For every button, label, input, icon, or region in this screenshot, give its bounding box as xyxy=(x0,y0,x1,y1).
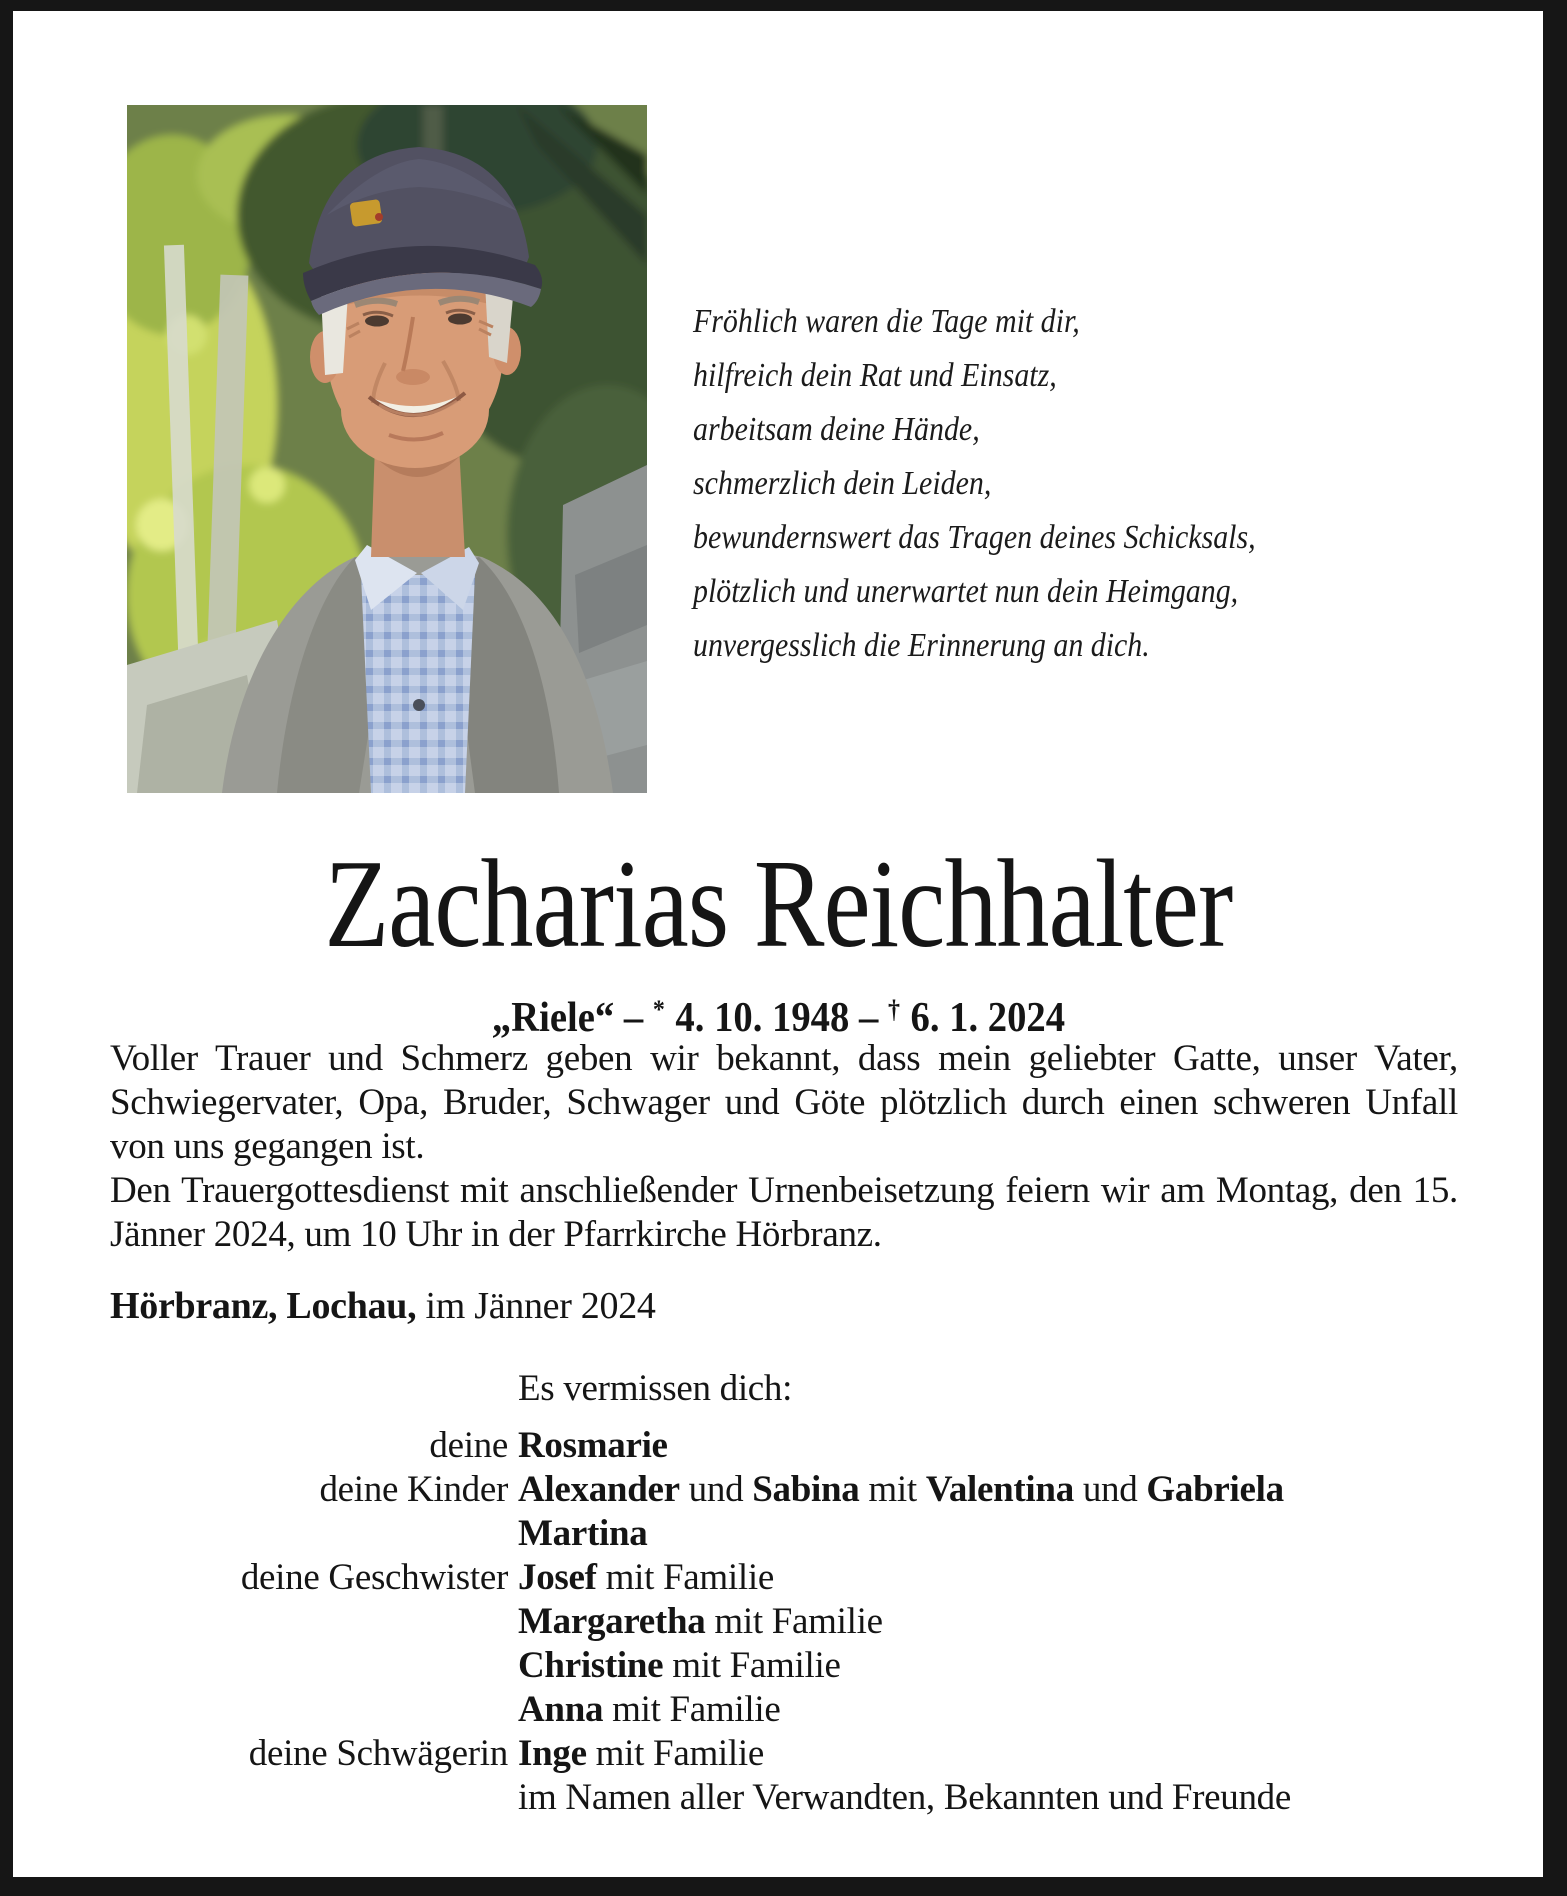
mourner-names: Josef mit Familie xyxy=(518,1557,774,1598)
mourner-relation xyxy=(110,1688,508,1732)
mourner-relation xyxy=(110,1644,508,1688)
mourner-row xyxy=(110,1556,1458,1600)
mourner-names: Inge mit Familie xyxy=(518,1733,764,1774)
mourner-row xyxy=(110,1776,1458,1820)
poem-line: plötzlich und unerwartet nun dein Heimgang, xyxy=(693,573,1239,610)
mourner-row xyxy=(110,1424,1458,1468)
mourner-row xyxy=(110,1644,1458,1688)
poem-line: arbeitsam deine Hände, xyxy=(693,411,980,448)
poem-line: hilfreich dein Rat und Einsatz, xyxy=(693,357,1057,394)
poem-line: bewundernswert das Tragen deines Schicksals, xyxy=(693,519,1256,556)
mourner-names: Martina xyxy=(518,1513,648,1554)
mourner-row xyxy=(110,1688,1458,1732)
mourner-names: Christine mit Familie xyxy=(518,1645,841,1686)
mourner-row xyxy=(110,1732,1458,1776)
mourner-names: Margaretha mit Familie xyxy=(518,1601,883,1642)
mourner-names: Alexander und Sabina mit Valentina und Gabriela xyxy=(518,1469,1284,1510)
deceased-name xyxy=(13,835,1543,974)
mourner-names: im Namen aller Verwandten, Bekannten und Freunde xyxy=(518,1777,1291,1818)
mourner-row xyxy=(110,1512,1458,1556)
portrait-photo-illustration xyxy=(127,105,647,793)
mourner-relation xyxy=(110,1512,508,1556)
mourner-relation: deine Geschwister xyxy=(240,1557,508,1598)
mourner-relation: deine Kinder xyxy=(319,1469,508,1510)
poem-line: Fröhlich waren die Tage mit dir, xyxy=(693,303,1080,340)
memorial-poem xyxy=(693,295,1256,673)
portrait-photo xyxy=(127,105,647,793)
place-date-line: Hörbranz, Lochau, im Jänner 2024 xyxy=(110,1285,656,1327)
mourner-relation xyxy=(110,1600,508,1644)
mourner-relation: deine Schwägerin xyxy=(248,1733,508,1774)
life-dates-line xyxy=(13,995,1543,1041)
closing-heading: Es vermissen dich: xyxy=(518,1368,793,1409)
deceased-name-text: Zacharias Reichhalter xyxy=(324,835,1232,974)
obituary-page xyxy=(13,11,1543,1877)
poem-line: unvergesslich die Erinnerung an dich. xyxy=(693,627,1150,664)
closing-heading-row xyxy=(110,1367,1458,1411)
life-dates-text: „Riele“ – * 4. 10. 1948 – † 6. 1. 2024 xyxy=(491,994,1065,1041)
closing-heading-spacer xyxy=(110,1367,508,1411)
mourner-names: Rosmarie xyxy=(518,1425,668,1466)
announcement-text xyxy=(110,1037,1458,1257)
announcement-paragraph-1: Voller Trauer und Schmerz geben wir bekannt, dass mein geliebter Gatte, unser Vater, Schwiegervater, Opa, Bruder, Schwager und Göte plötzlich durch einen schweren Unfall von uns gegangen ist. xyxy=(110,1038,1458,1167)
poem-line: schmerzlich dein Leiden, xyxy=(693,465,992,502)
gingham-shirt xyxy=(361,575,475,793)
mourner-relation xyxy=(110,1776,508,1820)
mourner-row xyxy=(110,1600,1458,1644)
mourner-names: Anna mit Familie xyxy=(518,1689,781,1730)
announcement-paragraph-2: Den Trauergottesdienst mit anschließender Urnenbeisetzung feiern wir am Montag, den 15. Jänner 2024, um 10 Uhr in der Pfarrkirche Hörbranz. xyxy=(110,1170,1458,1255)
mourner-relation: deine xyxy=(429,1425,508,1466)
mourners-list xyxy=(110,1367,1458,1820)
mourner-row xyxy=(110,1468,1458,1512)
